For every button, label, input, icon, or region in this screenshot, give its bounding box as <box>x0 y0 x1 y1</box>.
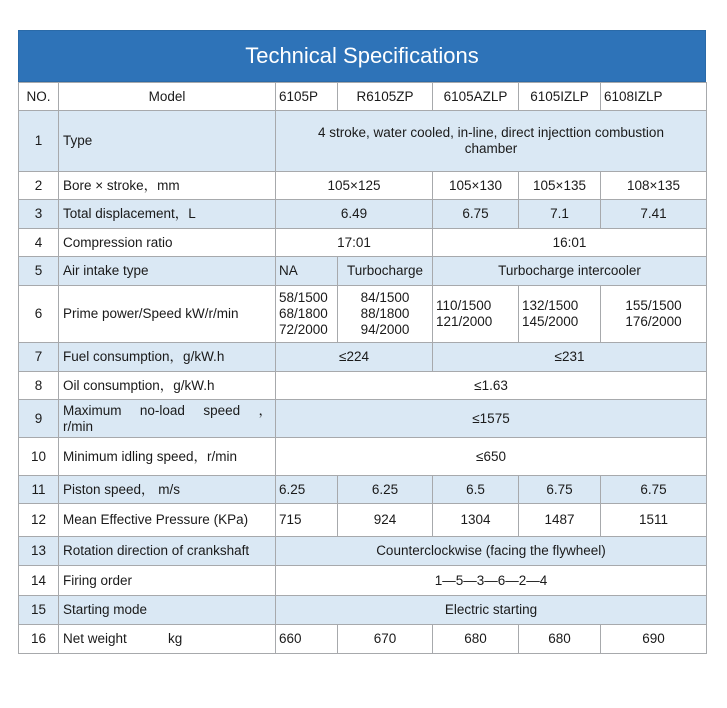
table-row <box>19 625 707 654</box>
cell-value: ≤231 <box>433 343 707 372</box>
row-label: Piston speed， m/s <box>59 476 276 504</box>
row-label: Total displacement，L <box>59 200 276 229</box>
row-label: Net weight kg <box>59 625 276 654</box>
row-label: Prime power/Speed kW/r/min <box>59 286 276 343</box>
cell-value <box>601 286 707 343</box>
cell-value: 1—5—3—6—2—4 <box>276 566 707 596</box>
cell-value: Turbocharge <box>338 257 433 286</box>
cell-value <box>519 286 601 343</box>
row-number: 4 <box>19 229 59 257</box>
cell-value: 7.1 <box>519 200 601 229</box>
table-row <box>19 343 707 372</box>
table-row <box>19 438 707 476</box>
cell-value: 680 <box>519 625 601 654</box>
cell-value: 6.49 <box>276 200 433 229</box>
col-header-6105izlp: 6105IZLP <box>519 83 601 111</box>
cell-value: Turbocharge intercooler <box>433 257 707 286</box>
row-label: Bore × stroke，mm <box>59 172 276 200</box>
cell-value: 715 <box>276 504 338 537</box>
row-number: 10 <box>19 438 59 476</box>
cell-value: 1487 <box>519 504 601 537</box>
row-label: Firing order <box>59 566 276 596</box>
cell-value: 660 <box>276 625 338 654</box>
col-header-6105azlp: 6105AZLP <box>433 83 519 111</box>
cell-value: 105×130 <box>433 172 519 200</box>
row-number: 1 <box>19 111 59 172</box>
row-number: 7 <box>19 343 59 372</box>
cell-value: 6.75 <box>519 476 601 504</box>
row-label: Starting mode <box>59 596 276 625</box>
row-label: Minimum idling speed，r/min <box>59 438 276 476</box>
table-row <box>19 372 707 400</box>
value-line: 145/2000 <box>522 314 579 329</box>
value-line: 58/1500 <box>279 290 328 305</box>
table-row <box>19 566 707 596</box>
table-row <box>19 400 707 438</box>
cell-value: ≤1.63 <box>276 372 707 400</box>
row-label <box>59 400 276 438</box>
cell-value: 6.75 <box>433 200 519 229</box>
table-row <box>19 257 707 286</box>
cell-value: 6.25 <box>338 476 433 504</box>
col-header-no: NO. <box>19 83 59 111</box>
spec-sheet <box>18 30 706 654</box>
table-row <box>19 111 707 172</box>
row-label: Fuel consumption，g/kW.h <box>59 343 276 372</box>
page-title: Technical Specifications <box>18 30 706 82</box>
table-row <box>19 286 707 343</box>
value-line: 94/2000 <box>360 322 410 337</box>
row-label-line: Maximum no-load speed ， <box>63 402 272 418</box>
row-number: 3 <box>19 200 59 229</box>
cell-value <box>338 286 433 343</box>
cell-value: 6.75 <box>601 476 707 504</box>
cell-value: 6.25 <box>276 476 338 504</box>
cell-value: 105×135 <box>519 172 601 200</box>
row-label-line: r/min <box>63 418 93 434</box>
cell-value: NA <box>276 257 338 286</box>
cell-value: Counterclockwise (facing the flywheel) <box>276 537 707 566</box>
cell-value: Electric starting <box>276 596 707 625</box>
row-number: 2 <box>19 172 59 200</box>
cell-value: 924 <box>338 504 433 537</box>
cell-value: 16:01 <box>433 229 707 257</box>
cell-value: 17:01 <box>276 229 433 257</box>
cell-value: 7.41 <box>601 200 707 229</box>
col-header-6105p: 6105P <box>276 83 338 111</box>
col-header-model: Model <box>59 83 276 111</box>
type-value: 4 stroke, water cooled, in-line, direct injecttion combustion chamber <box>276 111 707 172</box>
row-number: 15 <box>19 596 59 625</box>
row-label: Air intake type <box>59 257 276 286</box>
cell-value: 1511 <box>601 504 707 537</box>
value-line: 132/1500 <box>522 298 579 313</box>
cell-value: ≤650 <box>276 438 707 476</box>
row-number: 8 <box>19 372 59 400</box>
value-line: 121/2000 <box>436 314 493 329</box>
cell-value: 680 <box>433 625 519 654</box>
cell-value <box>276 286 338 343</box>
value-line: 176/2000 <box>625 314 682 329</box>
col-header-r6105zp: R6105ZP <box>338 83 433 111</box>
value-line: 84/1500 <box>360 290 410 305</box>
row-number: 9 <box>19 400 59 438</box>
row-number: 11 <box>19 476 59 504</box>
value-line: 68/1800 <box>279 306 328 321</box>
table-row <box>19 537 707 566</box>
spec-table <box>18 82 707 654</box>
row-label: Mean Effective Pressure (KPa) <box>59 504 276 537</box>
table-row <box>19 200 707 229</box>
cell-value: ≤1575 <box>276 400 707 438</box>
value-line: 110/1500 <box>436 298 492 313</box>
table-row <box>19 229 707 257</box>
cell-value: 670 <box>338 625 433 654</box>
header-row <box>19 83 707 111</box>
row-number: 14 <box>19 566 59 596</box>
cell-value: 1304 <box>433 504 519 537</box>
value-line: 88/1800 <box>360 306 410 321</box>
cell-value: 690 <box>601 625 707 654</box>
cell-value: 6.5 <box>433 476 519 504</box>
value-line: 72/2000 <box>279 322 328 337</box>
cell-value <box>433 286 519 343</box>
table-row <box>19 504 707 537</box>
table-row <box>19 476 707 504</box>
table-row <box>19 172 707 200</box>
row-label: Oil consumption，g/kW.h <box>59 372 276 400</box>
row-number: 16 <box>19 625 59 654</box>
cell-value: 108×135 <box>601 172 707 200</box>
col-header-6108izlp: 6108IZLP <box>601 83 707 111</box>
table-row <box>19 596 707 625</box>
row-number: 6 <box>19 286 59 343</box>
row-number: 12 <box>19 504 59 537</box>
row-number: 5 <box>19 257 59 286</box>
row-label: Rotation direction of crankshaft <box>59 537 276 566</box>
cell-value: 105×125 <box>276 172 433 200</box>
row-number: 13 <box>19 537 59 566</box>
row-label: Type <box>59 111 276 172</box>
value-line: 155/1500 <box>625 298 682 313</box>
cell-value: ≤224 <box>276 343 433 372</box>
row-label: Compression ratio <box>59 229 276 257</box>
